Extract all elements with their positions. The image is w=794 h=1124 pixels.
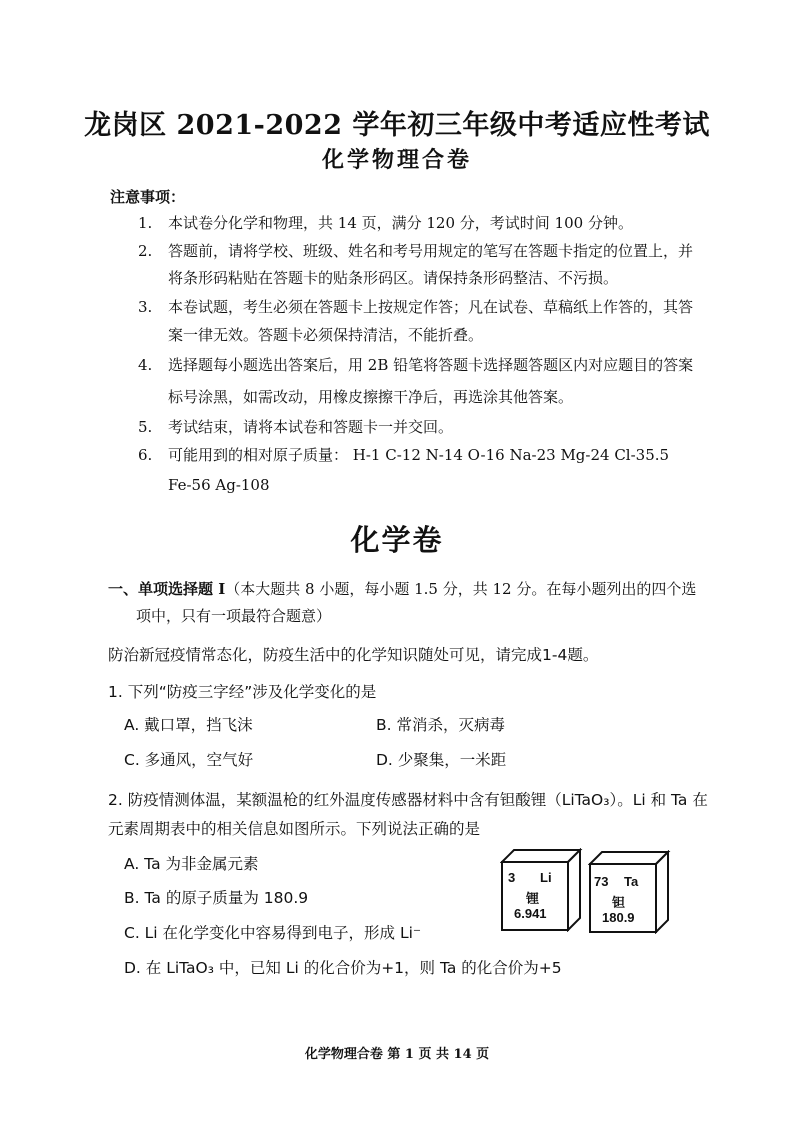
atomic-number: 73 bbox=[594, 874, 609, 889]
notice-item-text: 考试结束，请将本试卷和答题卡一并交回。 bbox=[168, 418, 454, 436]
question-2-stem-cont: 元素周期表中的相关信息如图所示。下列说法正确的是 bbox=[108, 820, 481, 838]
question-1-option-d: D. 少聚集，一米距 bbox=[376, 751, 507, 769]
notice-item-number: 1. bbox=[138, 214, 153, 232]
notice-item-6 bbox=[138, 444, 669, 465]
question-1-option-a: A. 戴口罩，挡飞沫 bbox=[124, 716, 253, 734]
question-1-option-b: B. 常消杀，灭病毒 bbox=[376, 716, 505, 734]
section-description-cont: 项中，只有一项最符合题意） bbox=[136, 607, 332, 625]
notice-item-3-cont: 案一律无效。答题卡必须保持清洁，不能折叠。 bbox=[168, 326, 484, 344]
element-symbol: Li bbox=[540, 870, 552, 885]
element-symbol: Ta bbox=[624, 874, 639, 889]
intro-text: 防治新冠疫情常态化，防疫生活中的化学知识随处可见，请完成1-4题。 bbox=[108, 646, 599, 664]
section-description: （本大题共 8 小题，每小题 1.5 分，共 12 分。在每小题列出的四个选 bbox=[225, 580, 697, 598]
notice-item-1 bbox=[138, 212, 633, 233]
section-heading bbox=[108, 578, 696, 599]
section-label: 一、单项选择题 Ⅰ bbox=[108, 580, 226, 598]
notice-item-text: 本卷试题，考生必须在答题卡上按规定作答；凡在试卷、草稿纸上作答的，其答 bbox=[168, 298, 694, 316]
notice-heading: 注意事项： bbox=[110, 188, 186, 206]
question-2-option-b: B. Ta 的原子质量为 180.9 bbox=[124, 889, 309, 907]
notice-item-2 bbox=[138, 240, 693, 261]
chemistry-section-title: 化学卷 bbox=[350, 523, 444, 557]
atomic-mass: 180.9 bbox=[602, 910, 635, 925]
question-2-option-a: A. Ta 为非金属元素 bbox=[124, 855, 259, 873]
question-2-option-c: C. Li 在化学变化中容易得到电子，形成 Li⁻ bbox=[124, 924, 422, 942]
atomic-mass: 6.941 bbox=[514, 906, 547, 921]
element-tile-ta bbox=[588, 850, 672, 934]
exam-title: 龙岗区 2021-2022 学年初三年级中考适应性考试 bbox=[84, 110, 710, 141]
element-tile-li bbox=[500, 848, 584, 932]
question-2-stem: 2. 防疫情测体温，某额温枪的红外温度传感器材料中含有钽酸锂（LiTaO₃）。Li 和 Ta 在 bbox=[108, 791, 708, 809]
notice-item-number: 2. bbox=[138, 242, 153, 260]
notice-item-number: 3. bbox=[138, 298, 153, 316]
question-1-option-c: C. 多通风，空气好 bbox=[124, 751, 254, 769]
page-footer: 化学物理合卷 第 1 页 共 14 页 bbox=[304, 1047, 490, 1062]
atomic-number: 3 bbox=[508, 870, 516, 885]
notice-item-text: 本试卷分化学和物理，共 14 页，满分 120 分，考试时间 100 分钟。 bbox=[168, 214, 633, 232]
question-2-option-d: D. 在 LiTaO₃ 中，已知 Li 的化合价为+1，则 Ta 的化合价为+5 bbox=[124, 959, 562, 977]
notice-item-number: 5. bbox=[138, 418, 153, 436]
element-name: 钽 bbox=[612, 896, 626, 911]
notice-item-5 bbox=[138, 416, 453, 437]
question-1-stem: 1. 下列“防疫三字经”涉及化学变化的是 bbox=[108, 683, 377, 701]
notice-item-text: 选择题每小题选出答案后，用 2B 铅笔将答题卡选择题答题区内对应题目的答案 bbox=[168, 356, 694, 374]
notice-item-number: 6. bbox=[138, 446, 153, 464]
element-name: 锂 bbox=[526, 892, 540, 907]
notice-item-number: 4. bbox=[138, 356, 153, 374]
notice-item-4-cont: 标号涂黑，如需改动，用橡皮擦擦干净后，再选涂其他答案。 bbox=[168, 388, 574, 406]
notice-item-4 bbox=[138, 354, 693, 375]
notice-item-2-cont: 将条形码粘贴在答题卡的贴条形码区。请保持条形码整洁、不污损。 bbox=[168, 269, 619, 287]
notice-item-text: 可能用到的相对原子质量： H-1 C-12 N-14 O-16 Na-23 Mg-24 Cl-35.5 bbox=[168, 446, 670, 464]
notice-item-text: 答题前，请将学校、班级、姓名和考号用规定的笔写在答题卡指定的位置上，并 bbox=[168, 242, 694, 260]
notice-item-3 bbox=[138, 296, 693, 317]
notice-item-6-cont: Fe-56 Ag-108 bbox=[168, 476, 270, 494]
exam-subtitle: 化学物理合卷 bbox=[321, 147, 472, 173]
